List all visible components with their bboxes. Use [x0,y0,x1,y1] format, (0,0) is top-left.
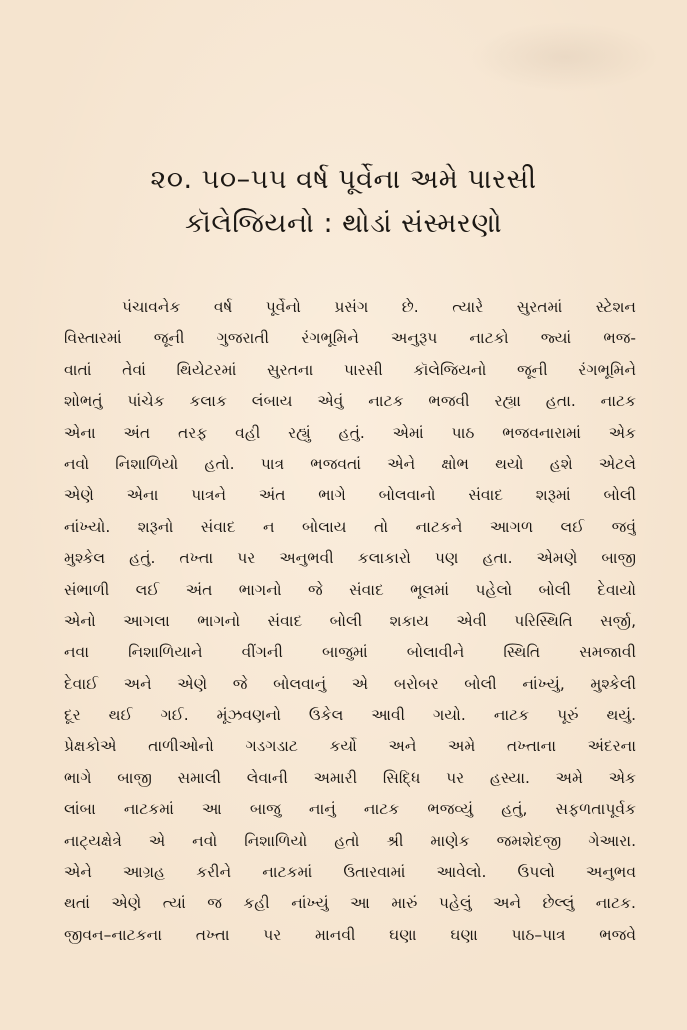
paragraph-line: લાંબા નાટકમાં આ બાજુ નાનું નાટક ભજવ્યું હતું, સફળતાપૂર્વક [64,800,636,819]
paragraph-line: નવો નિશાળિયો હતો. પાત્ર ભજવતાં એને ક્ષોભ થયો હશે એટલે [64,454,636,473]
paragraph-line: ભાગે બાજી સમાલી લેવાની અમારી સિદ્ધિ પર હસ્યા. અમે એક [64,768,636,787]
paragraph-line: પંચાવનેક વર્ષ પૂર્વેનો પ્રસંગ છે. ત્યારે સુરતમાં સ્ટેશન [122,298,636,316]
paragraph-line: મુશ્કેલ હતું. તખ્તા પર અનુભવી કલાકારો પણ હતા. એમણે બાજી [64,549,636,568]
paragraph-line: દૂર થઈ ગઈ. મૂંઝવણનો ઉકેલ આવી ગયો. નાટક પૂરું થયું. [64,706,636,725]
paragraph-line: સંભાળી લઈ અંત ભાગનો જે સંવાદ ભૂલમાં પહેલો બોલી દેવાયો [64,580,636,599]
paragraph-line: વાતાં તેવાં થિયેટરમાં સુરતના પારસી કૉલેજિયનો જૂની રંગભૂમિને [64,360,636,379]
paragraph-line: જીવન–નાટકના તખ્તા પર માનવી ઘણા ઘણા પાઠ–પાત્ર ભજવે [64,925,636,944]
paragraph-line: એણે એના પાત્રને અંત ભાગે બોલવાનો સંવાદ શરૂમાં બોલી [64,486,636,505]
paragraph-line: નવા નિશાળિયાને વીંગની બાજુમાં બોલાવીને સ્થિતિ સમજાવી [64,643,636,662]
paragraph-line: વિસ્તારમાં જૂની ગુજરાતી રંગભૂમિને અનુરૂપ નાટકો જ્યાં ભજ- [64,329,636,348]
paragraph-line: થતાં એણે ત્યાં જ કહી નાંખ્યું આ મારું પહેલું અને છેલ્લું નાટક. [64,894,636,913]
page-stain [470,22,660,92]
body-paragraph [64,292,636,951]
paragraph-line: એના અંત તરફ વહી રહ્યું હતું. એમાં પાઠ ભજવનારામાં એક [64,423,636,442]
paragraph-line: પ્રેક્ષકોએ તાળીઓનો ગડગડાટ કર્યો અને અમે તખ્તાના અંદરના [64,737,636,756]
paragraph-line: દેવાઈ અને એણે જે બોલવાનું એ બરોબર બોલી નાંખ્યું, મુશ્કેલી [64,674,636,693]
paragraph-line: નાટ્યક્ષેત્રે એ નવો નિશાળિયો હતો શ્રી માણેક જમશેદજી ગેઆરા. [64,831,636,850]
paragraph-line: નાંખ્યો. શરૂનો સંવાદ ન બોલાય તો નાટકને આગળ લઈ જવું [64,517,636,536]
paragraph-line: એને આગ્રહ કરીને નાટકમાં ઉતારવામાં આવેલો. ઉપલો અનુભવ [64,863,636,882]
paragraph-line: શોભતું પાંચેક કલાક લંબાય એવું નાટક ભજવી રહ્યા હતા. નાટક [64,392,636,411]
chapter-title-line-1: ૨૦. ૫૦–૫૫ વર્ષ પૂર્વેના અમે પારસી [150,164,537,195]
paragraph-line: એનો આગલા ભાગનો સંવાદ બોલી શકાય એવી પરિસ્થિતિ સર્જી, [64,611,636,630]
chapter-title-line-2: કૉલેજિયનો : થોડાં સંસ્મરણો [184,208,503,239]
